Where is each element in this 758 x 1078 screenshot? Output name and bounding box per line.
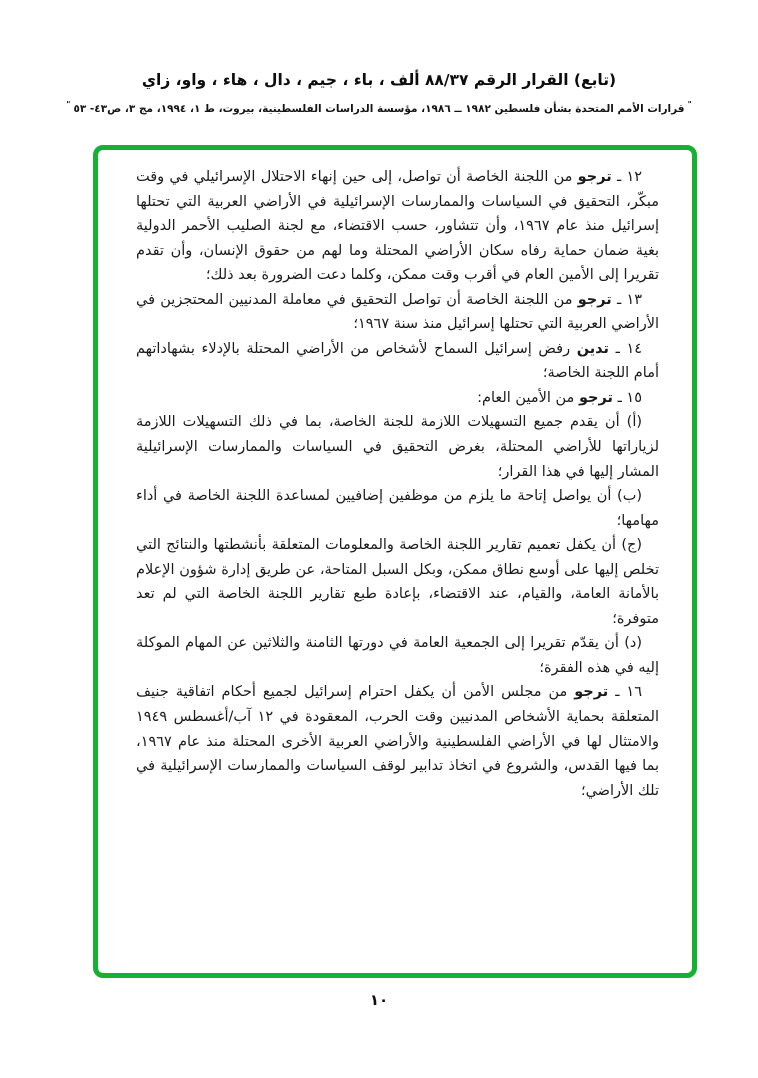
subparagraph-a xyxy=(136,410,659,484)
subparagraph-text: أن يواصل إتاحة ما يلزم من موظفين إضافيين لمساعدة اللجنة الخاصة في أداء مهامها؛ xyxy=(136,488,659,529)
subparagraph-d xyxy=(136,631,659,680)
paragraph-number: ١٥ xyxy=(626,389,642,406)
document-body xyxy=(136,165,659,961)
paragraph-text: من الأمين العام: xyxy=(477,389,575,406)
paragraph-text: رفض إسرائيل السماح لأشخاص من الأراضي المحتلة بالإدلاء بشهاداتهم أمام اللجنة الخاصة؛ xyxy=(136,340,659,382)
footnote-mark-close: " xyxy=(66,100,71,109)
subparagraph-b xyxy=(136,484,659,533)
paragraph-lead: تدين xyxy=(576,340,610,357)
paragraph-dash: ـ xyxy=(617,389,622,406)
paragraph-number: ١٣ xyxy=(626,291,643,308)
paragraph-text: من اللجنة الخاصة أن تواصل، إلى حين إنهاء الاحتلال الإسرائيلي في وقت مبكّر، التحقيق في السياسات والممارسات الإسرائيلية في الأراضي العربية التي تحتلها إسرائيل منذ عام ١٩٦٧، وأن تتشاور، حسب الاقتضاء، مع لجنة الصليب الأحمر الدولية بغية ضمان حماية رفاه سكان الأراضي المحتلة وما لهم من حقوق الإنسان، وأن تقدم تقريرا إلى الأمين العام في أقرب وقت ممكن، وكلما دعت الضرورة بعد ذلك؛ xyxy=(136,169,659,284)
paragraph-text: من اللجنة الخاصة أن تواصل التحقيق في معاملة المدنيين المحتجزين في الأراضي العربية التي تحتلها إسرائيل منذ سنة ١٩٦٧؛ xyxy=(136,291,659,333)
paragraph-15 xyxy=(136,386,659,411)
paragraph-number: ١٢ xyxy=(626,169,643,185)
paragraph-lead: ترجو xyxy=(574,684,609,701)
paragraph-text: من مجلس الأمن أن يكفل احترام إسرائيل لجميع أحكام اتفاقية جنيف المتعلقة بحماية الأشخاص المدنيين وقت الحرب، المعقودة في ١٢ آب/أغسطس ١٩٤٩ والامتثال لها في الأراضي الفلسطينية والأراضي العربية الأخرى المحتلة منذ عام ١٩٦٧، بما فيها القدس، والشروع في اتخاذ تدابير لوقف السياسات والممارسات الإسرائيلية في تلك الأراضي؛ xyxy=(136,684,659,799)
paragraph-14 xyxy=(136,337,659,386)
subparagraph-marker: (ج) xyxy=(621,537,642,554)
subparagraph-marker: (أ) xyxy=(626,414,643,431)
page-number: ١٠ xyxy=(369,991,389,1009)
subparagraph-text: أن يكفل تعميم تقارير اللجنة الخاصة والمعلومات المتعلقة بأنشطتها والنتائج التي تخلص إليها على أوسع نطاق ممكن، وبكل السبل المتاحة، عن طريق إدارة شؤون الإعلام بالأمانة العامة، والقيام، عند الاقتضاء، بإعادة طبع تقارير اللجنة الخاصة التي لم تعد متوفرة؛ xyxy=(136,537,659,627)
subparagraph-text: أن يقدم جميع التسهيلات اللازمة للجنة الخاصة، بما في ذلك التسهيلات اللازمة لزياراتها للأراضي المحتلة، بغرض التحقيق في السياسات والممارسات الإسرائيلية المشار إليها في هذا القرار؛ xyxy=(136,414,659,480)
paragraph-number: ١٦ xyxy=(626,684,642,701)
paragraph-dash: ـ xyxy=(616,291,622,308)
paragraph-12 xyxy=(136,165,659,288)
subparagraph-c xyxy=(136,533,659,631)
paragraph-dash: ـ xyxy=(615,684,620,701)
footnote-mark-open: " xyxy=(687,100,692,109)
page-subtitle xyxy=(0,100,758,115)
paragraph-number: ١٤ xyxy=(626,340,643,357)
page-title: (تابع) القرار الرقم ٨٨/٣٧ ألف ، باء ، جيم ، دال ، هاء ، واو، زاي xyxy=(141,71,617,89)
paragraph-13 xyxy=(136,288,659,337)
paragraph-lead: ترجو xyxy=(578,389,613,406)
subparagraph-marker: (ب) xyxy=(617,488,642,505)
paragraph-lead: ترجو xyxy=(577,169,612,185)
paragraph-dash: ـ xyxy=(616,169,622,185)
page-subtitle-text: قرارات الأمم المتحدة بشأن فلسطين ١٩٨٢ ــ ١٩٨٦، مؤسسة الدراسات الفلسطينية، بيروت، ط ١، ١٩٩٤، مج ٣، ص٤٣- ٥٣ xyxy=(73,103,685,115)
paragraph-dash: ـ xyxy=(615,340,620,357)
highlight-annotation-box xyxy=(93,145,697,978)
paragraph-16 xyxy=(136,680,659,803)
subparagraph-text: أن يقدّم تقريرا إلى الجمعية العامة في دورتها الثامنة والثلاثين عن المهام الموكلة إليه في هذه الفقرة؛ xyxy=(136,635,659,676)
subparagraph-marker: (د) xyxy=(624,635,642,652)
paragraph-lead: ترجو xyxy=(577,291,612,308)
